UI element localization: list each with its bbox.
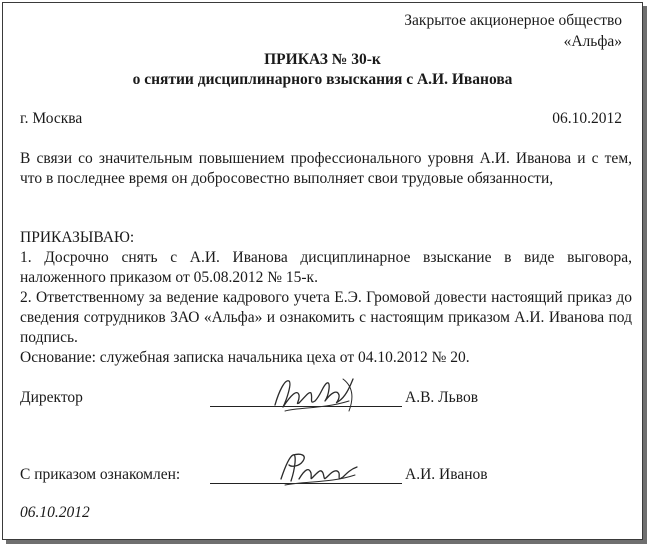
order-item-1: 1. Досрочно снять с А.И. Иванова дисциплинарное взыскание в виде выговора, наложенного приказом от 05.08.2012 № 15-к. bbox=[20, 249, 632, 286]
order-item-2: 2. Ответственному за ведение кадрового учета Е.Э. Громовой довести настоящий приказ до сведения сотрудников ЗАО «Альфа» и ознакомить с настоящим приказом А.И. Иванова под подпись. bbox=[20, 289, 632, 346]
org-name-line2: «Альфа» bbox=[563, 33, 622, 50]
order-subject: о снятии дисциплинарного взыскания с А.И. Иванова bbox=[132, 71, 513, 88]
director-label: Директор bbox=[20, 389, 83, 406]
director-signature bbox=[265, 371, 361, 421]
order-date: 06.10.2012 bbox=[552, 110, 622, 127]
order-title: ПРИКАЗ № 30-к bbox=[264, 51, 381, 68]
basis-line: Основание: служебная записка начальника цеха от 04.10.2012 № 20. bbox=[20, 349, 470, 366]
intro-paragraph: В связи со значительным повышением профессионального уровня А.И. Иванова и с тем, что в последнее время он добросовестно выполняет свои трудовые обязанности, bbox=[20, 150, 632, 187]
acquainted-label: С приказом ознакомлен: bbox=[20, 466, 181, 483]
document-page bbox=[2, 2, 643, 540]
employee-signature bbox=[273, 447, 363, 493]
city: г. Москва bbox=[20, 110, 83, 127]
org-name-line1: Закрытое акционерное общество bbox=[404, 12, 622, 29]
order-word: ПРИКАЗЫВАЮ: bbox=[20, 229, 135, 246]
acquaintance-date: 06.10.2012 bbox=[20, 504, 90, 521]
employee-name: А.И. Иванов bbox=[405, 466, 488, 483]
director-name: А.В. Львов bbox=[405, 389, 479, 406]
